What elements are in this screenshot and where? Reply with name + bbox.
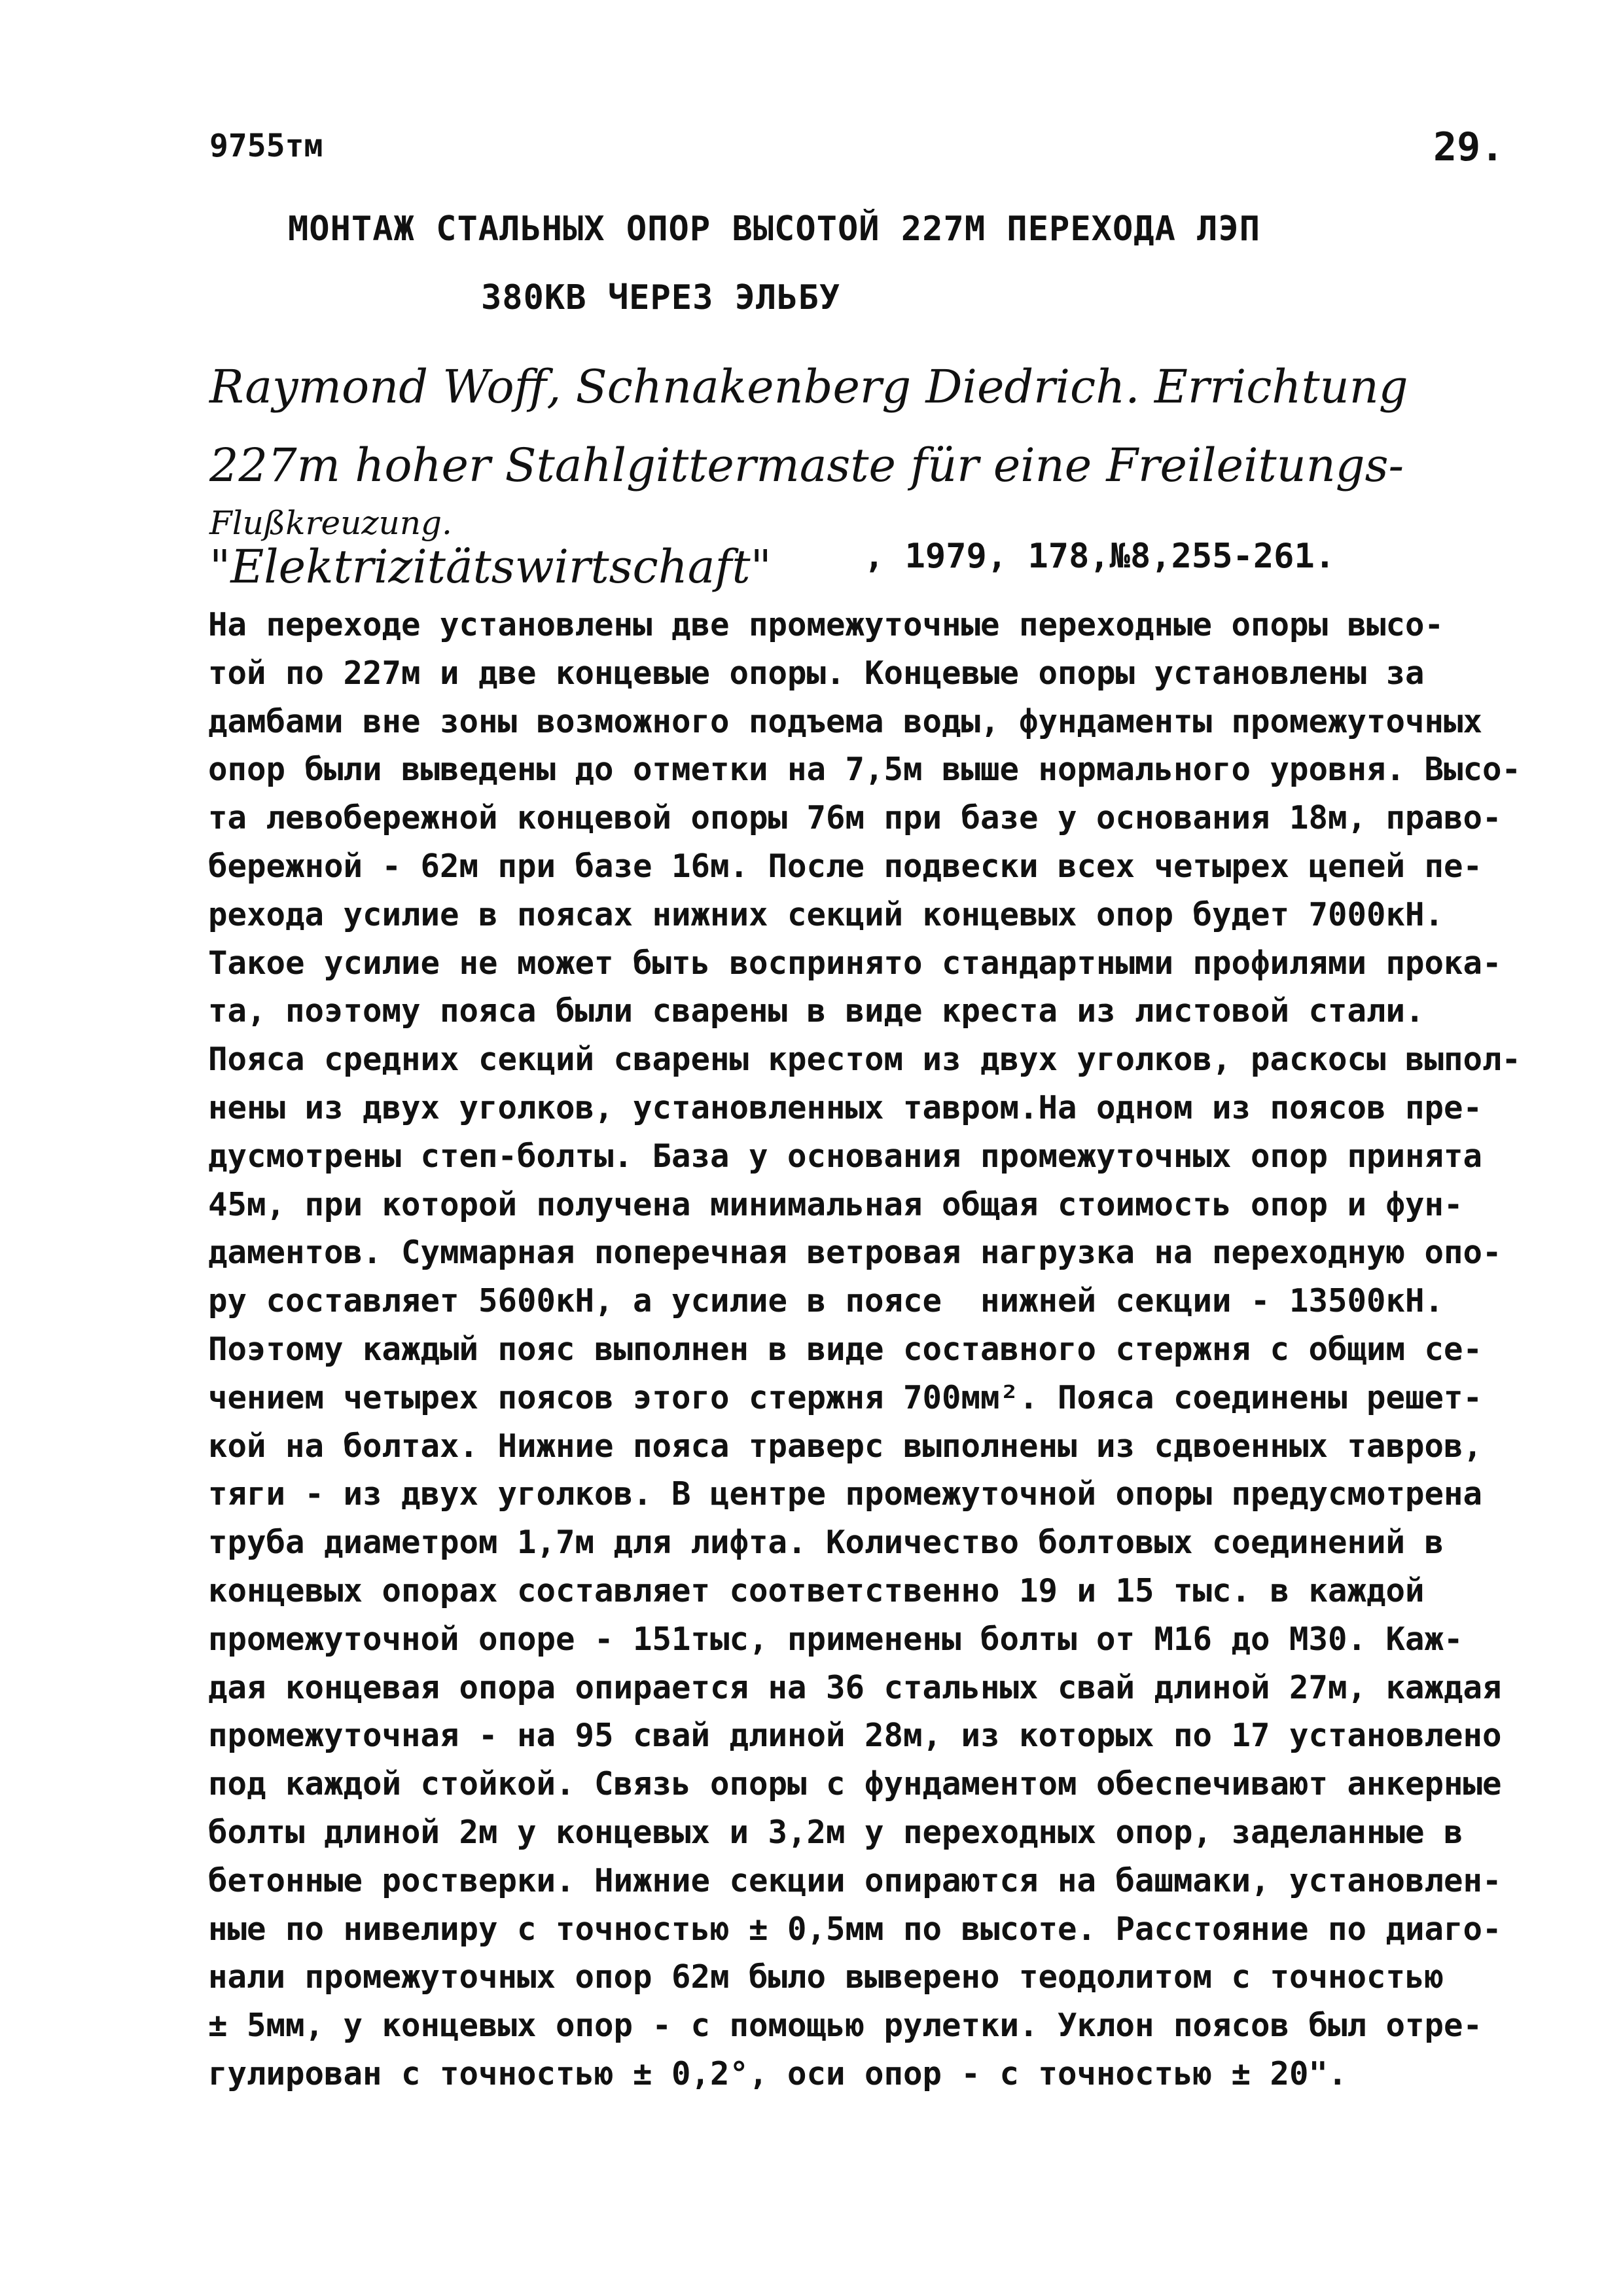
body-text-line: На переходе установлены две промежуточные переходные опоры высо-	[208, 606, 1444, 643]
handwritten-reference-line-2: 227m hoher Stahlgittermaste für eine Freileitungs-	[209, 439, 1404, 492]
body-text-line: рехода усилие в поясах нижних секций концевых опор будет 7000кН.	[208, 895, 1444, 933]
body-text-line: дамбами вне зоны возможного подъема воды, фундаменты промежуточных	[208, 702, 1483, 740]
body-text-line: дая концевая опора опирается на 36 стальных свай длиной 27м, каждая	[208, 1668, 1502, 1706]
handwritten-journal-name: "Elektrizitätswirtschaft"	[209, 540, 772, 594]
body-text-line: даментов. Суммарная поперечная ветровая нагрузка на переходную опо-	[208, 1234, 1502, 1272]
body-text-line: бетонные ростверки. Нижние секции опираются на башмаки, установлен-	[208, 1861, 1502, 1899]
body-text-line: дусмотрены степ-болты. База у основания промежуточных опор принята	[208, 1137, 1483, 1175]
body-text-line: ± 5мм, у концевых опор - с помощью рулетки. Уклон поясов был отре-	[208, 2007, 1483, 2045]
body-text-line: опор были выведены до отметки на 7,5м выше нормального уровня. Высо-	[208, 751, 1522, 789]
article-title-line-2: 380КВ ЧЕРЕЗ ЭЛЬБУ	[481, 278, 841, 317]
body-text-line: ру составляет 5600кН, а усилие в поясе нижней секции - 13500кН.	[208, 1282, 1444, 1320]
body-paragraph	[208, 601, 1522, 2098]
handwritten-reference-line-3: Flußkreuzung.	[209, 504, 452, 542]
body-text-line: Поэтому каждый пояс выполнен в виде составного стержня с общим се-	[208, 1330, 1483, 1368]
body-text-line: нены из двух уголков, установленных тавром.На одном из поясов пре-	[208, 1088, 1483, 1126]
document-id: 9755тм	[209, 128, 323, 164]
citation-details: , 1979, 178,№8,255-261.	[864, 537, 1336, 576]
body-text-line: та, поэтому пояса были сварены в виде креста из листовой стали.	[208, 992, 1425, 1030]
body-text-line: та левобережной концевой опоры 76м при базе у основания 18м, право-	[208, 799, 1502, 837]
body-text-line: чением четырех поясов этого стержня 700мм². Пояса соединены решет-	[208, 1378, 1483, 1416]
article-title-line-1: МОНТАЖ СТАЛЬНЫХ ОПОР ВЫСОТОЙ 227М ПЕРЕХОДА ЛЭП	[288, 209, 1261, 249]
page-number: 29.	[1433, 124, 1505, 170]
handwritten-reference-line-1: Raymond Woff, Schnakenberg Diedrich. Errichtung	[209, 360, 1408, 414]
body-text-line: нали промежуточных опор 62м было выверено теодолитом с точностью	[208, 1958, 1444, 1996]
body-text-line: болты длиной 2м у концевых и 3,2м у переходных опор, заделанные в	[208, 1813, 1463, 1851]
body-text-line: концевых опорах составляет соответственно 19 и 15 тыс. в каждой	[208, 1571, 1425, 1609]
body-text-line: бережной - 62м при базе 16м. После подвески всех четырех цепей пе-	[208, 847, 1483, 885]
body-text-line: кой на болтах. Нижние пояса траверс выполнены из сдвоенных тавров,	[208, 1427, 1483, 1465]
body-text-line: гулирован с точностью ± 0,2°, оси опор - с точностью ± 20".	[208, 2054, 1347, 2092]
body-text-line: под каждой стойкой. Связь опоры с фундаментом обеспечивают анкерные	[208, 1765, 1502, 1803]
body-text-line: ные по нивелиру с точностью ± 0,5мм по высоте. Расстояние по диаго-	[208, 1910, 1502, 1948]
body-text-line: 45м, при которой получена минимальная общая стоимость опор и фун-	[208, 1185, 1463, 1223]
body-text-line: промежуточная - на 95 свай длиной 28м, из которых по 17 установлено	[208, 1717, 1502, 1755]
body-text-line: Пояса средних секций сварены крестом из двух уголков, раскосы выпол-	[208, 1041, 1522, 1079]
body-text-line: тяги - из двух уголков. В центре промежуточной опоры предусмотрена	[208, 1475, 1483, 1513]
body-text-line: промежуточной опоре - 151тыс, применены болты от М16 до М30. Каж-	[208, 1620, 1463, 1658]
body-text-line: Такое усилие не может быть воспринято стандартными профилями прока-	[208, 944, 1502, 982]
body-text-line: той по 227м и две концевые опоры. Концевые опоры установлены за	[208, 654, 1425, 692]
body-text-line: труба диаметром 1,7м для лифта. Количество болтовых соединений в	[208, 1524, 1444, 1562]
